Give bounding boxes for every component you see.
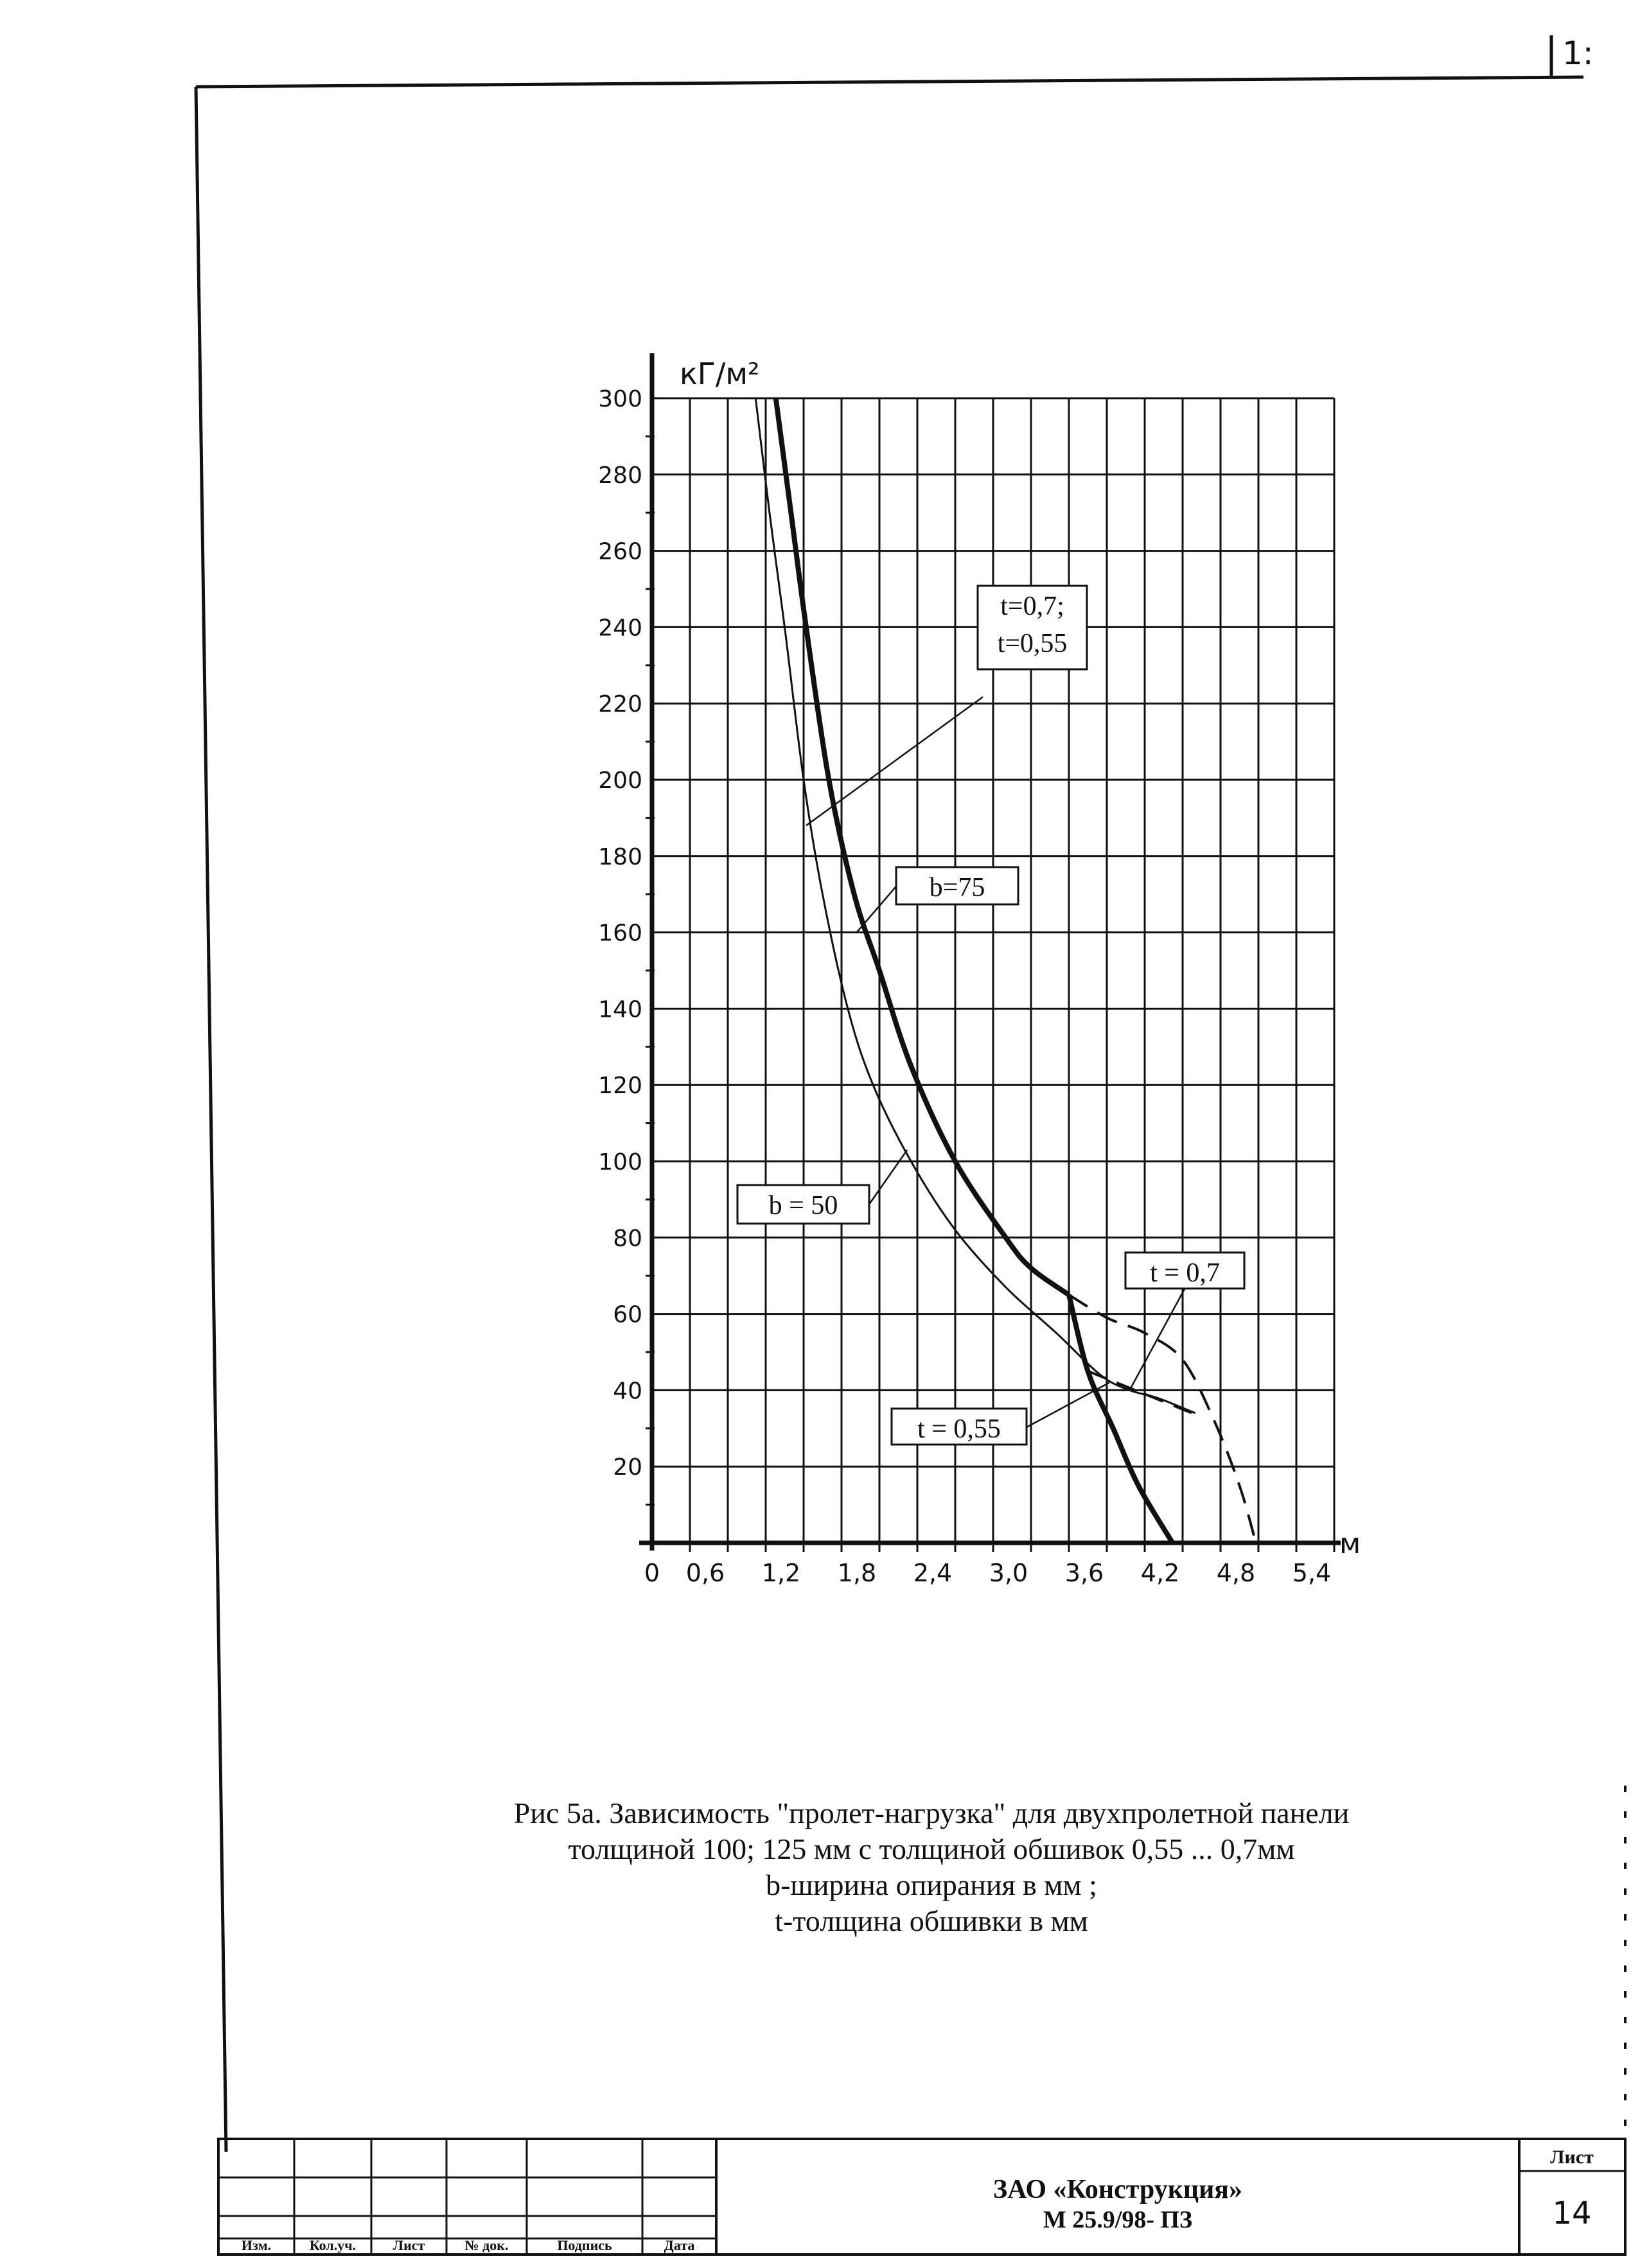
title-block-column-label: Дата — [664, 2237, 695, 2253]
title-block-column-labels — [242, 2237, 694, 2253]
caption-line-3: b-ширина опирания в мм ; — [766, 1868, 1097, 1901]
series-line-t-0-55 — [1069, 1295, 1172, 1543]
chart-series — [755, 398, 1256, 1543]
y-tick-labels — [598, 386, 642, 1481]
x-tick-label: 4,2 — [1140, 1559, 1180, 1587]
annotation-leader-line — [1129, 1288, 1185, 1390]
y-tick-label: 140 — [598, 996, 642, 1023]
annotation-text: t = 0,7 — [1150, 1258, 1220, 1288]
frame-left-border — [196, 87, 226, 2152]
x-tick-label: 3,6 — [1064, 1559, 1104, 1587]
x-tick-label: 0,6 — [685, 1559, 725, 1587]
y-tick-label: 160 — [598, 920, 642, 947]
caption-line-1: Рис 5а. Зависимость "пролет-нагрузка" для двухпролетной панели — [513, 1797, 1350, 1829]
y-axis-label: кГ/м² — [680, 356, 760, 391]
frame-top-border — [196, 77, 1583, 87]
annotation-text: b=75 — [929, 873, 985, 902]
title-block-column-label: № док. — [464, 2237, 509, 2253]
x-tick-label: 3,0 — [989, 1559, 1028, 1587]
y-tick-label: 180 — [598, 843, 642, 870]
x-tick-label: 1,8 — [837, 1559, 877, 1587]
annotation-text: t=0,55 — [997, 629, 1068, 658]
y-tick-label: 20 — [613, 1454, 642, 1481]
y-tick-label: 120 — [598, 1073, 642, 1100]
title-block-column-label: Изм. — [241, 2237, 272, 2253]
y-tick-label: 80 — [613, 1225, 642, 1252]
annotation-leaders — [806, 697, 1185, 1427]
x-axis-label: м — [1339, 1527, 1361, 1560]
x-tick-label: 4,8 — [1216, 1559, 1256, 1587]
title-block-column-label: Кол.уч. — [309, 2237, 357, 2253]
x-tick-label: 1,2 — [761, 1559, 801, 1587]
corner-sheet-mark: 1: — [1562, 35, 1594, 72]
title-block — [218, 2139, 1625, 2255]
annotation-text: b = 50 — [768, 1191, 838, 1220]
x-tick-labels — [644, 1559, 1331, 1587]
figure-caption — [360, 1795, 1503, 1939]
y-tick-label: 240 — [598, 615, 642, 642]
span-load-chart — [598, 353, 1361, 1587]
organization-name: ЗАО «Конструкция» — [992, 2175, 1243, 2204]
y-tick-label: 220 — [598, 691, 642, 718]
y-tick-label: 200 — [598, 768, 642, 794]
sheet-label: Лист — [1550, 2147, 1594, 2168]
x-tick-label: 0 — [644, 1559, 660, 1587]
title-block-outline — [218, 2139, 1625, 2255]
caption-line-2: толщиной 100; 125 мм с толщиной обшивок 0,55 ... 0,7мм — [568, 1833, 1295, 1865]
document-code: М 25.9/98- ПЗ — [1043, 2206, 1193, 2233]
annotation-text: t = 0,55 — [917, 1414, 1001, 1444]
y-tick-label: 280 — [598, 462, 642, 489]
y-tick-label: 260 — [598, 538, 642, 565]
annotation-leader-line — [806, 697, 983, 825]
annotation-text: t=0,7; — [1000, 592, 1064, 621]
title-block-column-label: Подпись — [557, 2237, 612, 2253]
y-tick-label: 300 — [598, 386, 642, 412]
chart-axes — [639, 353, 1341, 1551]
caption-line-4: t-толщина обшивки в мм — [775, 1904, 1088, 1937]
annotation-leader-line — [869, 1150, 907, 1204]
y-tick-label: 40 — [613, 1378, 642, 1405]
x-tick-label: 5,4 — [1292, 1559, 1332, 1587]
sheet-number: 14 — [1552, 2195, 1592, 2231]
series-line-t-0-7 — [1069, 1295, 1256, 1543]
y-tick-label: 60 — [613, 1301, 642, 1328]
grid-vertical-lines — [690, 398, 1334, 1543]
annotation-leader-line — [857, 886, 896, 933]
title-block-column-label: Лист — [392, 2237, 425, 2253]
annotation-boxes — [737, 586, 1244, 1445]
y-tick-label: 100 — [598, 1149, 642, 1175]
x-tick-label: 2,4 — [913, 1559, 953, 1587]
